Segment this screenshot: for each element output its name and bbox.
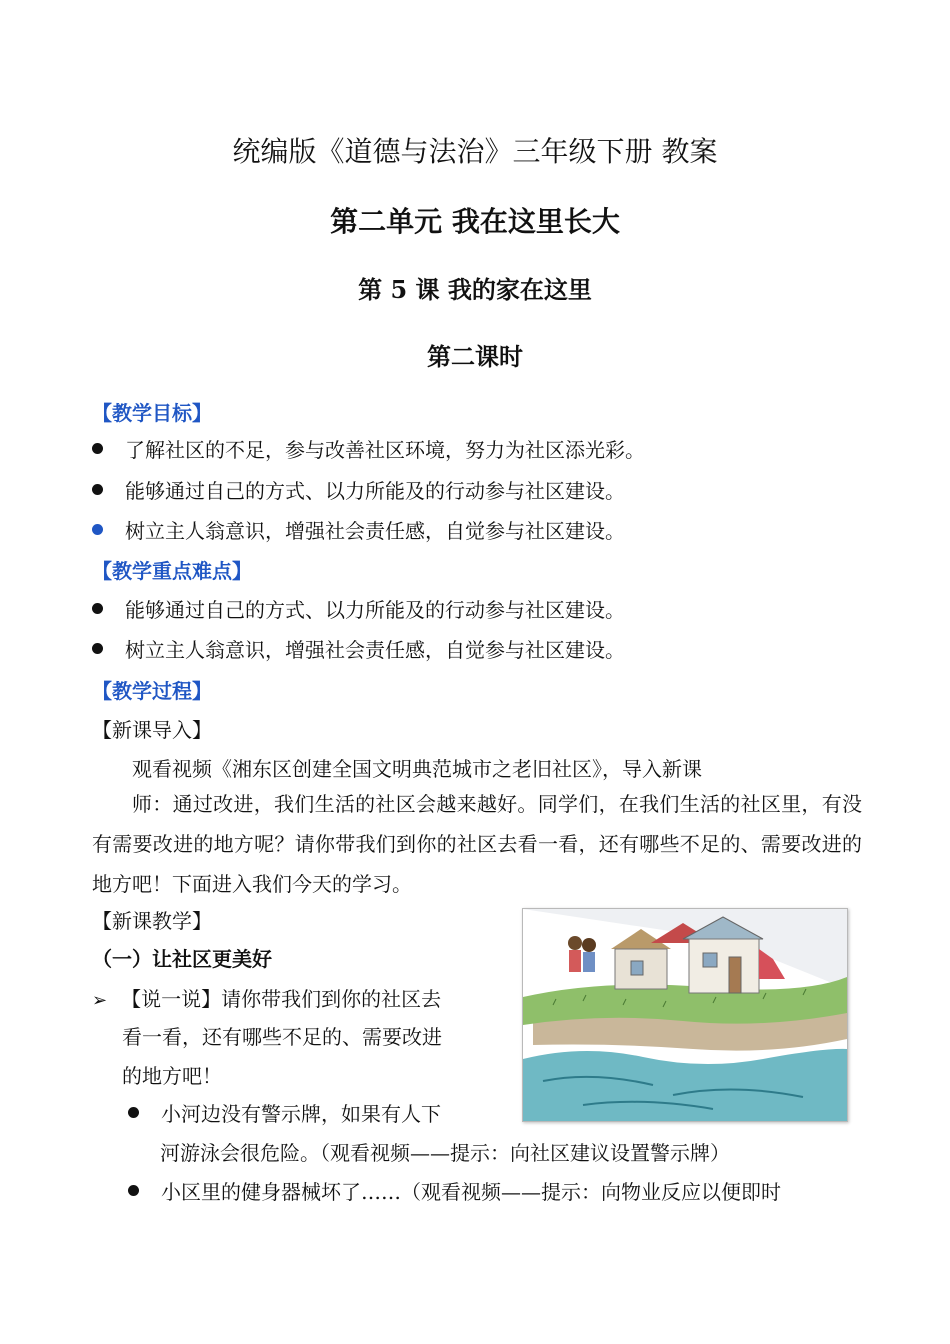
key-points-heading: 【教学重点难点】 [92,559,252,583]
goal-item [92,515,625,544]
key-point-item [92,634,625,663]
intro-paragraph: 观看视频《湘东区创建全国文明典范城市之老旧社区》，导入新课 [132,757,702,781]
riverside-houses-illustration [522,908,848,1122]
say-text: 的地方吧！ [122,1064,222,1088]
bullet-icon [128,1107,139,1118]
arrow-bullet-icon: ➢ [92,990,108,1011]
key-point-text: 树立主人翁意识，增强社会责任感，自觉参与社区建设。 [125,638,625,662]
goal-text: 了解社区的不足，参与改善社区环境，努力为社区添光彩。 [125,438,645,462]
teach-label: 【新课教学】 [92,909,212,933]
bullet-icon [92,603,103,614]
example-text: 小河边没有警示牌，如果有人下 [161,1102,441,1126]
say-text: 【说一说】请你带我们到你的社区去 [121,987,442,1011]
lesson-title: 第 5 课 我的家在这里 [358,275,592,304]
goal-text: 能够通过自己的方式、以力所能及的行动参与社区建设。 [125,479,625,503]
bullet-icon [92,643,103,654]
example-item [128,1176,781,1205]
unit-title: 第二单元 我在这里长大 [330,205,620,238]
goal-item [92,475,625,504]
bullet-icon [92,524,103,535]
bullet-icon [92,484,103,495]
intro-paragraph: 师：通过改进，我们生活的社区会越来越好。同学们，在我们生活的社区里，有没有需要改进的地方呢？请你带我们到你的社区去看一看，还有哪些不足的、需要改进的地方吧！下面进入我们今天的学习。 [92,792,862,896]
goal-text: 树立主人翁意识，增强社会责任感，自觉参与社区建设。 [125,519,625,543]
goal-item [92,434,645,463]
bullet-icon [128,1185,139,1196]
example-item [128,1098,441,1127]
intro-label: 【新课导入】 [92,718,212,742]
process-heading: 【教学过程】 [92,679,212,703]
goals-heading: 【教学目标】 [92,401,212,425]
example-text: 河游泳会很危险。（观看视频——提示：向社区建议设置警示牌） [160,1141,730,1165]
part-heading: （一）让社区更美好 [92,947,272,971]
document-title: 统编版《道德与法治》三年级下册 教案 [232,135,718,168]
say-activity [92,983,441,1012]
key-point-text: 能够通过自己的方式、以力所能及的行动参与社区建设。 [125,598,625,622]
key-point-item [92,594,625,623]
period-title: 第二课时 [427,342,523,371]
bullet-icon [92,443,103,454]
example-text: 小区里的健身器械坏了……（观看视频——提示：向物业反应以便即时 [161,1180,781,1204]
say-text: 看一看，还有哪些不足的、需要改进 [122,1025,442,1049]
